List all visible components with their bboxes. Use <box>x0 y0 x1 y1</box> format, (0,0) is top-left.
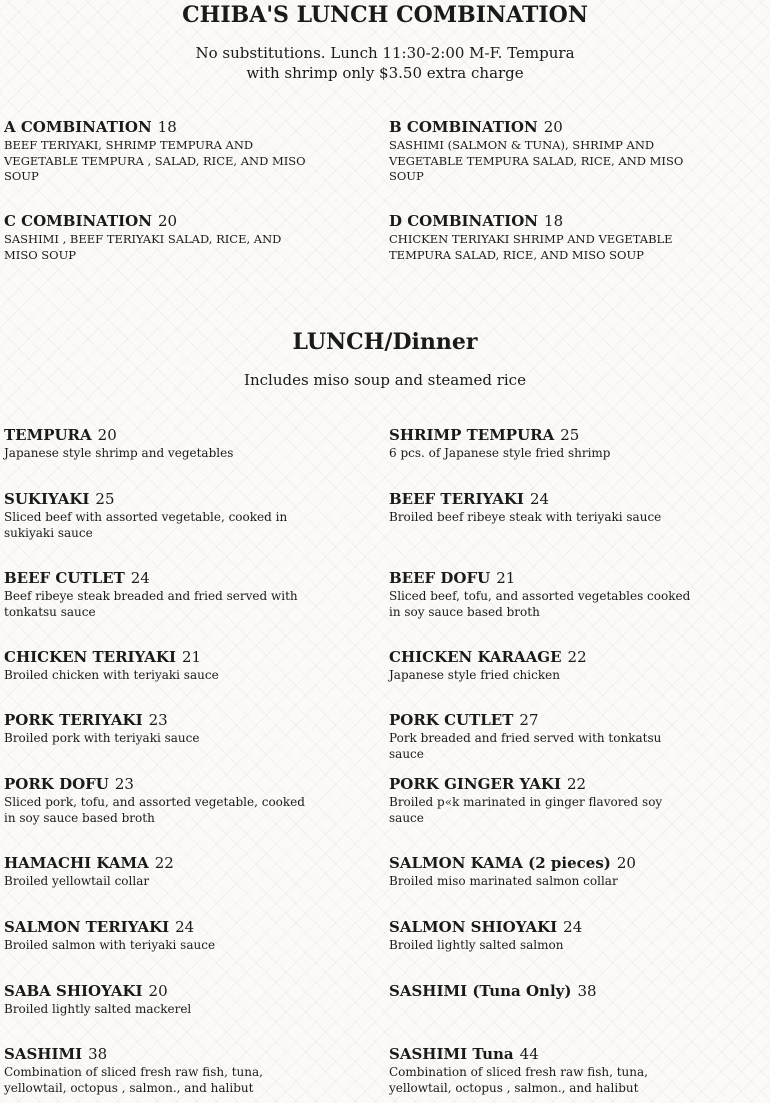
item-price: 20 <box>148 982 168 1000</box>
item-description: Beef ribeye steak breaded and fried served with tonkatsu sauce <box>4 589 298 619</box>
item-description: CHICKEN TERIYAKI SHRIMP AND VEGETABLE TEMPURA SALAD, RICE, AND MISO SOUP <box>389 232 673 262</box>
item-price: 24 <box>529 490 550 508</box>
item-name: BEEF TERIYAKI <box>389 490 524 508</box>
item-name: B COMBINATION <box>389 118 538 136</box>
item-name: SHRIMP TEMPURA <box>389 426 555 444</box>
item-price: 22 <box>566 775 587 793</box>
item-name: SALMON KAMA (2 pieces) <box>389 854 611 872</box>
menu-item-pork-ginger-yaki <box>389 775 709 826</box>
menu-item-sukiyaki <box>4 490 324 541</box>
item-price: 25 <box>560 426 580 444</box>
item-description: Sliced beef with assorted vegetable, cooked in sukiyaki sauce <box>4 510 288 540</box>
item-description: 6 pcs. of Japanese style fried shrimp <box>389 446 611 460</box>
item-name: SASHIMI <box>4 1045 83 1063</box>
item-name: SASHIMI (Tuna Only) <box>389 982 572 1000</box>
item-description: Japanese style shrimp and vegetables <box>4 446 234 460</box>
item-description: BEEF TERIYAKI, SHRIMP TEMPURA AND VEGETABLE TEMPURA , SALAD, RICE, AND MISO SOUP <box>4 138 306 183</box>
item-description: Broiled pork with teriyaki sauce <box>4 731 200 745</box>
item-price: 27 <box>519 711 539 729</box>
menu-item-beef-cutlet <box>4 569 324 620</box>
menu-item-d-combination <box>389 212 709 263</box>
item-description: Pork breaded and fried served with tonkatsu sauce <box>389 731 662 761</box>
menu-item-b-combination <box>389 118 709 185</box>
menu-item-tempura <box>4 426 324 462</box>
menu-item-beef-dofu <box>389 569 709 620</box>
lunch-dinner-subtitle: Includes miso soup and steamed rice <box>244 371 526 389</box>
menu-item-chicken-karaage <box>389 648 709 684</box>
item-description: Broiled yellowtail collar <box>4 874 150 888</box>
menu-item-saba-shioyaki <box>4 982 324 1018</box>
item-description: Sliced beef, tofu, and assorted vegetables cooked in soy sauce based broth <box>389 589 691 619</box>
item-description: Japanese style fried chicken <box>389 668 560 682</box>
item-name: SALMON TERIYAKI <box>4 918 170 936</box>
item-description: Broiled lightly salted mackerel <box>4 1002 192 1016</box>
item-price: 22 <box>567 648 587 666</box>
item-description: Combination of sliced fresh raw fish, tuna, yellowtail, octopus , salmon., and halibut <box>389 1065 648 1095</box>
item-description: Broiled chicken with teriyaki sauce <box>4 668 219 682</box>
item-name: SASHIMI Tuna <box>389 1045 514 1063</box>
menu-item-chicken-teriyaki <box>4 648 324 684</box>
item-description: Broiled p«k marinated in ginger flavored soy sauce <box>389 795 663 825</box>
item-name: BEEF DOFU <box>389 569 491 587</box>
item-name: SALMON SHIOYAKI <box>389 918 558 936</box>
item-description: Combination of sliced fresh raw fish, tuna, yellowtail, octopus , salmon., and halibut <box>4 1065 263 1095</box>
lunch-combination-subtitle: No substitutions. Lunch 11:30-2:00 M-F. Tempura with shrimp only $3.50 extra charge <box>195 44 575 82</box>
item-name: CHICKEN KARAAGE <box>389 648 562 666</box>
item-description: Broiled salmon with teriyaki sauce <box>4 938 216 952</box>
item-price: 18 <box>544 212 564 230</box>
item-name: D COMBINATION <box>389 212 539 230</box>
menu-item-salmon-shioyaki <box>389 918 709 954</box>
lunch-combination-title: CHIBA'S LUNCH COMBINATION <box>182 2 588 28</box>
item-description: Sliced pork, tofu, and assorted vegetable, cooked in soy sauce based broth <box>4 795 305 825</box>
item-name: C COMBINATION <box>4 212 152 230</box>
item-price: 20 <box>157 212 178 230</box>
item-name: SABA SHIOYAKI <box>4 982 143 1000</box>
item-price: 24 <box>563 918 583 936</box>
item-name: HAMACHI KAMA <box>4 854 149 872</box>
menu-item-hamachi-kama <box>4 854 324 890</box>
item-price: 20 <box>543 118 563 136</box>
item-name: PORK DOFU <box>4 775 109 793</box>
lunch-dinner-title: LUNCH/Dinner <box>292 329 478 355</box>
item-description: Broiled beef ribeye steak with teriyaki sauce <box>389 510 662 524</box>
menu-item-shrimp-tempura <box>389 426 709 462</box>
item-name: PORK CUTLET <box>389 711 514 729</box>
menu-item-salmon-kama <box>389 854 709 890</box>
item-price: 24 <box>130 569 150 587</box>
menu-item-pork-dofu <box>4 775 324 826</box>
item-name: CHICKEN TERIYAKI <box>4 648 176 666</box>
menu-item-pork-cutlet <box>389 711 709 762</box>
item-price: 20 <box>97 426 117 444</box>
item-price: 44 <box>519 1045 539 1063</box>
item-price: 25 <box>95 490 115 508</box>
menu-item-c-combination <box>4 212 324 263</box>
menu-item-sashimi <box>4 1045 324 1096</box>
item-name: A COMBINATION <box>4 118 152 136</box>
item-price: 21 <box>496 569 516 587</box>
item-price: 20 <box>616 854 636 872</box>
item-price: 18 <box>157 118 177 136</box>
menu-item-pork-teriyaki <box>4 711 324 747</box>
item-name: SUKIYAKI <box>4 490 90 508</box>
item-price: 21 <box>182 648 202 666</box>
item-description: Broiled lightly salted salmon <box>389 938 564 952</box>
item-description: SASHIMI (SALMON & TUNA), SHRIMP AND VEGETABLE TEMPURA SALAD, RICE, AND MISO SOUP <box>389 138 684 183</box>
item-price: 38 <box>577 982 597 1000</box>
item-name: PORK GINGER YAKI <box>389 775 561 793</box>
menu-item-beef-teriyaki <box>389 490 709 526</box>
item-name: TEMPURA <box>4 426 92 444</box>
item-price: 23 <box>114 775 134 793</box>
item-price: 24 <box>175 918 195 936</box>
menu-item-a-combination <box>4 118 324 185</box>
item-name: BEEF CUTLET <box>4 569 125 587</box>
item-price: 38 <box>88 1045 108 1063</box>
item-price: 23 <box>148 711 168 729</box>
item-name: PORK TERIYAKI <box>4 711 143 729</box>
item-price: 22 <box>154 854 174 872</box>
menu-item-sashimi-tuna-only <box>389 982 709 1000</box>
item-description: SASHIMI , BEEF TERIYAKI SALAD, RICE, AND MISO SOUP <box>4 232 282 262</box>
menu-item-sashimi-tuna <box>389 1045 709 1096</box>
menu-item-salmon-teriyaki <box>4 918 324 954</box>
item-description: Broiled miso marinated salmon collar <box>389 874 618 888</box>
